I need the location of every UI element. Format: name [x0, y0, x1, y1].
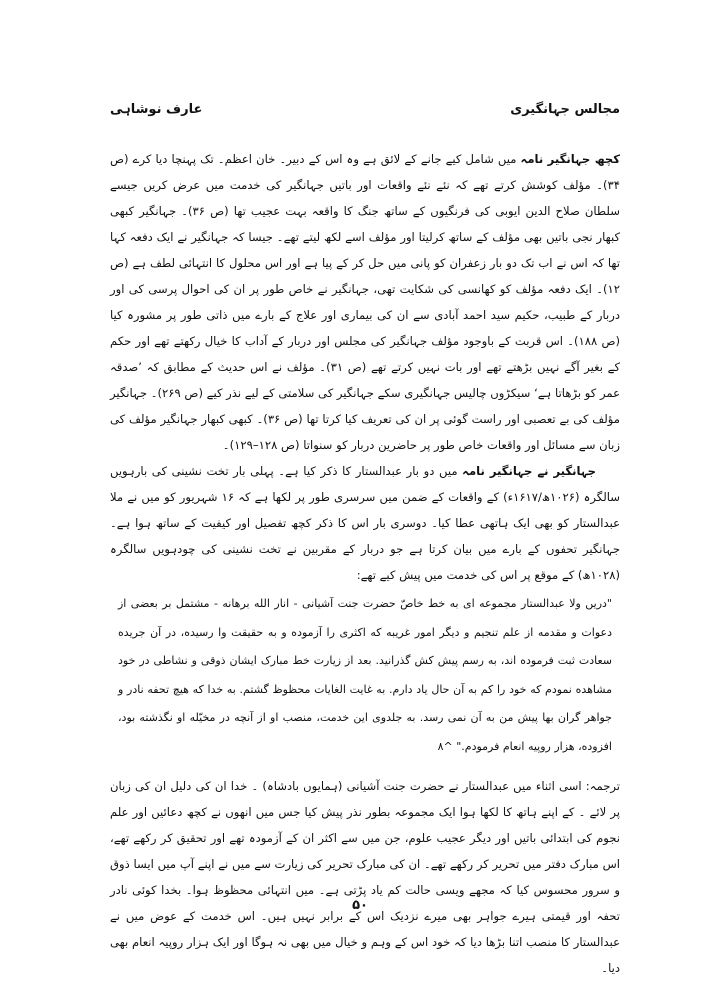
page-number: ۵۰: [352, 898, 368, 913]
persian-quote: "دریں ولا عبدالستار مجموعه ای به خط خاصّ حضرت جنت آشیانی - انار الله برهانه - مشتمل بر بعضی از دعوات و مقدمه از علم تنجیم و دیگر امور غریبه که اکثری را آزموده و به حقیقت وا رسیده، در آن جریده سعادت ثبت فرموده اند، به رسم پیش کش گذرانید. بعد از زیارت خط مبارک ایشان ذوقی و نشاطی در خود مشاهده نمودم که خود را کم به آن حال یاد دارم. به غایت الغایات محظوظ گشتم. به خدا که هیچ تحفه نادر و جواهر گران بها پیش من به آن نمی رسد. به جلدوی این خدمت، منصب او از آنچه در مخیّله او نگذشته بود، افزوده، هزار روپیه انعام فرمودم." ^۸: [118, 597, 612, 753]
paragraph-1-lead: کچھ جہانگیر نامہ: [520, 152, 620, 166]
translation-paragraph: ترجمہ: اسی اثناء میں عبدالستار نے حضرت جنت آشیانی (ہمایوں بادشاہ) ۔ خدا ان کی دلیل ان کی زبان پر لائے ۔ کے اپنے ہاتھ کا لکھا ہوا ایک مجموعہ بطور نذر پیش کیا جس میں انھوں نے کچھ دعائیں اور علم نجوم کی ابتدائی باتیں اور دیگر عجیب علوم، جن میں سے اکثر ان کے آزمودہ تھے اور تحقیق کر رکھے تھے، اس مبارک دفتر میں تحریر کر رکھے تھے۔ ان کی مبارک تحریر کی زیارت سے میں نے اپنے آپ میں ایسا ذوق و سرور محسوس کیا کہ مجھے ویسی حالت کم یاد پڑتی ہے۔ میں انتہائی محظوظ ہوا۔ بخدا کوئی نادر تحفہ اور قیمتی ہیرے جواہر بھی میرے نزدیک اس کے برابر نہیں ہیں۔ اس خدمت کے عوض میں نے عبدالستار کا منصب اتنا بڑھا دیا کہ خود اس کے وہم و خیال میں بھی نہ ہوگا اور ایک ہزار روپیہ انعام بھی دیا۔: [110, 779, 620, 975]
header-title: مجالس جہانگیری: [510, 102, 620, 117]
running-header: [110, 102, 620, 117]
paragraph-2-lead: جہانگیر نے جہانگیر نامہ: [462, 464, 596, 478]
paragraph-2-text: میں دو بار عبدالستار کا ذکر کیا ہے۔ پہلی بار تخت نشینی کی بارہویں سالگرہ (۱۰۲۶ھ/۱۶۱۷ء) کے واقعات کے ضمن میں سرسری طور پر لکھا ہے کہ ۱۶ شہریور کو میں نے ملا عبدالستار کو بھی ایک ہاتھی عطا کیا۔ دوسری بار اس کا ذکر کچھ تفصیل اور کیفیت کے ساتھ ہوا ہے۔ جہانگیر تحفوں کے بارے میں بیان کرتا ہے جو دربار کے مقربین نے تخت نشینی کی چودہویں سالگرہ (۱۰۲۸ھ) کے موقع پر اس کی خدمت میں پیش کیے تھے:: [110, 464, 620, 582]
header-author: عارف نوشاہی: [110, 102, 203, 117]
body-text: [110, 146, 620, 981]
paragraph-1: [110, 146, 620, 458]
spacer: [110, 761, 620, 773]
paragraph-2: [110, 458, 620, 588]
paragraph-1-text: میں شامل کیے جانے کے لائق ہے وہ اس کے دبیر۔ خان اعظم۔ تک پہنچا دیا کرے (ص ۳۴)۔ مؤلف کوشش کرتے تھے کہ نئے نئے واقعات اور باتیں جہانگیر کی خدمت میں عرض کریں جیسے سلطان صلاح الدین ایوبی کی فرنگیوں کے ساتھ جنگ کا واقعہ بہت عجیب تھا (ص ۳۶)۔ جہانگیر کبھی کبھار نجی باتیں بھی مؤلف کے ساتھ کرلیتا اور مؤلف اسے لکھ لیتے تھے۔ جیسا کہ جہانگیر نے ایک دفعہ کہا تھا کہ اس نے اب تک دو بار زعفران کو پانی میں حل کر کے پیا ہے اور اس محلول کا انتہائی لطف ہے (ص ۱۲)۔ ایک دفعہ مؤلف کو کھانسی کی شکایت تھی، جہانگیر نے خاص طور پر ان کی احوال پرسی کی اور دربار کے طبیب، حکیم سید احمد آبادی سے ان کی بیماری اور علاج کے بارے میں ذاتی طور پر مشورہ کیا (ص ۱۸۸)۔ اس قربت کے باوجود مؤلف جہانگیر کی مجلس اور دربار کے آداب کا خیال رکھتے تھے اور حکم کے بغیر آگے نہیں بڑھتے تھے اور بات نہیں کرتے تھے (ص ۳۱)۔ مؤلف نے اس حدیث کے مطابق کہ ’صدقہ عمر کو بڑھاتا ہے‘ سیکڑوں چالیس جہانگیری سکے جہانگیر کی سلامتی کے لیے نذر کیے (ص ۲۶۹)۔ جہانگیر مؤلف کی بے تعصبی اور راست گوئی پر ان کی تعریف کیا کرتا تھا (ص ۳۶)۔ کبھی کبھار جہانگیر مؤلف کی زبان سے مسائل اور واقعات خاص طور پر حاضرین دربار کو سنواتا (ص ۱۲۸–۱۲۹)۔: [110, 152, 621, 452]
